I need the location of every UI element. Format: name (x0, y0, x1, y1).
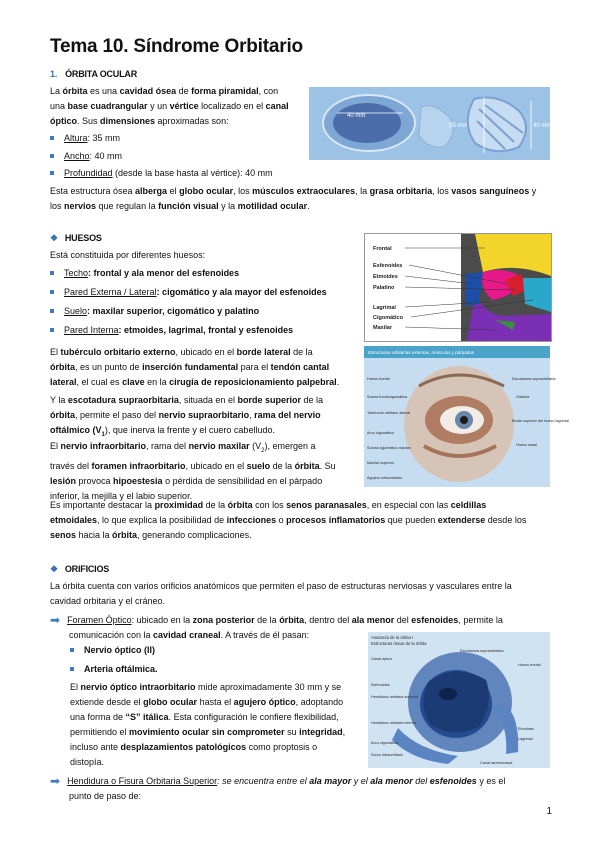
orbit-external-structures-image (364, 346, 569, 487)
list-item: Techo: frontal y ala menor del esfenoides (50, 266, 239, 281)
bullet-icon (50, 154, 54, 158)
section-heading-orbita (50, 69, 137, 79)
arrow-right-icon: ➡ (50, 613, 61, 627)
orificios-intro: La órbita cuenta con varios orificios anatómicos que permiten el paso de estructuras nerviosas y vasculares entre la cavidad orbitaria y el cráneo. (50, 581, 512, 606)
bullet-icon (50, 290, 54, 294)
diamond-icon: ❖ (50, 233, 58, 243)
structure-paragraph: Esta estructura ósea alberga el globo ocular, los músculos extraoculares, la grasa orbitaria, los vasos sanguíneos y los nervios que regulan la función visual y la motilidad ocular. (50, 186, 537, 211)
anatomy-label: Arco cigomático (371, 741, 399, 745)
figure-title: Anatomía de la órbita I (371, 635, 414, 640)
bullet-icon (50, 309, 54, 313)
foramen-optico-item: ➡ Foramen Óptico: ubicado en la zona posterior de la órbita, dentro del ala menor del esfenoides, permite la comunicación con la cavidad craneal. A través de él pasan: (50, 613, 503, 640)
anatomy-label: Escotadura supraorbitaria (460, 649, 504, 653)
bullet-icon (70, 667, 74, 671)
arrow-right-icon: ➡ (50, 774, 61, 788)
anatomy-label: Surco infraorbitario (371, 753, 404, 757)
anatomy-label: Borde superior del hueso lagrimal (512, 419, 569, 423)
bone-label: Cigomático (373, 315, 403, 321)
bone-label: Etmoides (373, 274, 398, 280)
infraorbitario-paragraph: El nervio infraorbitario, rama del nervio maxilar $(V_2)$, emergen a través del foramen infraorbitario, ubicado en el suelo de la órbita. Su lesión provoca hipoestesia o pérdida de sensibilidad en el párpado inferior, la mejilla y el labio superior. (50, 441, 336, 501)
anatomy-label: Esfenoides (371, 683, 390, 687)
proximidad-paragraph: Es importante destacar la proximidad de la órbita con los senos paranasales, en especial con las celdillas etmoidales, lo que explica la posibilidad de infecciones o procesos inflamatorios que pueden extenderse desde los senos hacia la órbita, generando complicaciones. (50, 500, 527, 540)
bone-label: Lagrimal (373, 305, 396, 311)
dimension-label: 40 mm (533, 123, 552, 129)
bullet-icon (70, 648, 74, 652)
list-item: Profundidad (desde la base hasta al vértice): 40 mm (50, 166, 273, 181)
section-label: ÓRBITA OCULAR (65, 69, 138, 79)
anatomy-label: Glabela (516, 395, 530, 399)
orbit-dimensions-image (309, 87, 550, 160)
bullet-icon (50, 136, 54, 140)
escotadura-paragraph: Y la escotadura supraorbitaria, situada en el borde superior de la órbita, permite el paso del nervio supraorbitario, rama del nervio oftálmico $(V_1)$, que inerva la frente y el cuero cabelludo. (50, 395, 323, 438)
list-item: Pared Externa / Lateral: cigomático y ala mayor del esfenoides (50, 285, 327, 300)
anatomy-label: Lagrimal (518, 737, 533, 741)
anatomy-label: Hendidura orbitaria superior (371, 695, 419, 699)
anatomy-label: Hendidura orbitaria inferior (371, 721, 416, 725)
list-item: Pared Interna: etmoides, lagrimal, frontal y esfenoides (50, 323, 293, 338)
hendidura-item: ➡ Hendidura o Fisura Orbitaria Superior: se encuentra entre el ala mayor y el ala menor del esfenoides y es el punto de paso de: (50, 774, 506, 801)
orbit-bones-image (364, 233, 552, 342)
bullet-icon (50, 328, 54, 332)
bullet-icon (50, 271, 54, 275)
page-number: 1 (546, 806, 552, 817)
bone-label: Frontal (373, 246, 392, 252)
anatomy-label: Hueso frontal (367, 377, 390, 381)
bullet-icon (50, 171, 54, 175)
anatomy-label: Hueso nasal (516, 443, 538, 447)
orbit-anatomy-image (368, 632, 550, 768)
diamond-icon: ❖ (50, 564, 58, 574)
tuberculo-paragraph: El tubérculo orbitario externo, ubicado en el borde lateral de la órbita, es un punto de inserción fundamental para el tendón cantal lateral, el cual es clave en la cirugía de reposicionamiento palpebral. (50, 347, 340, 387)
anatomy-label: Agujero infraorbitario (367, 476, 403, 480)
anatomy-label: Canal óptico (371, 657, 393, 661)
anatomy-label: Tubérculo orbitario lateral (367, 411, 410, 415)
section-heading-huesos: ❖ HUESOS (50, 233, 102, 243)
list-item: Altura: 35 mm (50, 131, 120, 146)
anatomy-label: Sutura frontocigomática (367, 395, 408, 399)
page-title: Tema 10. Síndrome Orbitario (50, 36, 303, 57)
dimension-label: 40 mm (347, 113, 366, 119)
figure-subtitle: Estructuras óseas de la órbita (371, 641, 427, 646)
bone-label: Esfenoides (373, 263, 403, 269)
anatomy-label: Escotadura supraorbitaria (512, 377, 556, 381)
section-heading-orificios: ❖ ORIFICIOS (50, 564, 110, 574)
list-item: Nervio óptico (II) (70, 643, 155, 658)
intro-paragraph: La órbita es una cavidad ósea de forma piramidal, con una base cuadrangular y un vértice localizado en el canal óptico. Sus dimensiones aproximadas son: (50, 86, 289, 126)
nervio-optico-paragraph: El nervio óptico intraorbitario mide aproximadamente 30 mm y se extiende desde el globo ocular hasta el agujero óptico, adoptando una forma de “S” itálica. Esta configuración le confiere flexibilidad, permitiendo el movimiento ocular sin comprometer su integridad, incluso ante desplazamientos patológicos como proptosis o distopía. (70, 682, 346, 767)
bone-label: Maxilar (373, 325, 392, 331)
section-number: 1. (50, 69, 58, 79)
anatomy-label: Hueso frontal (518, 663, 541, 667)
list-item: Arteria oftálmica. (70, 662, 158, 677)
list-item: Suelo: maxilar superior, cigomático y palatino (50, 304, 259, 319)
anatomy-label: Etmoides (518, 727, 534, 731)
anatomy-label: Arco cigomático (367, 431, 395, 435)
figure-title: Estructuras orbitarias externas, músculos y párpados (368, 350, 475, 355)
anatomy-label: Maxilar superior (367, 461, 395, 465)
list-item: Ancho: 40 mm (50, 149, 122, 164)
huesos-intro: Está constituida por diferentes huesos: (50, 250, 206, 260)
dimension-label: 35 mm (449, 123, 468, 129)
anatomy-label: Canal lacrimonasal (480, 761, 513, 765)
anatomy-label: Sutura cigomático-maxilar (367, 446, 411, 450)
bone-label: Palatino (373, 285, 395, 291)
